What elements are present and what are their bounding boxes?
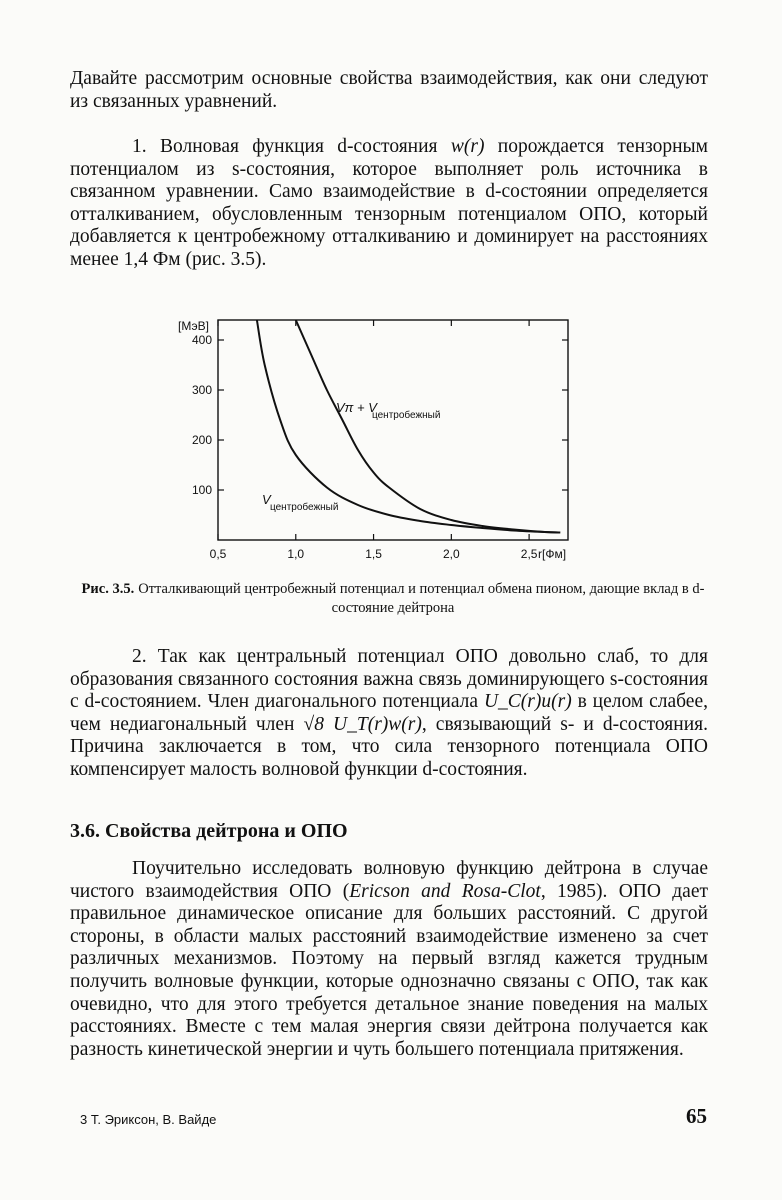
- y-tick-label: 200: [191, 433, 212, 447]
- section-heading: 3.6. Свойства дейтрона и ОПО: [70, 820, 348, 842]
- x-tick-label: 1,0: [287, 547, 305, 561]
- x-axis-label: r[Фм]: [538, 547, 567, 561]
- y-tick-label: 400: [191, 333, 212, 347]
- x-tick-label: 0,5: [209, 547, 227, 561]
- diagonal-term: U_C(r)u(r): [483, 691, 572, 713]
- item2-text-b: в целом слабее, чем недиагональный член: [70, 691, 708, 735]
- citation-year: , 1985).: [540, 880, 608, 902]
- item1-text-a: 1. Волновая функция d-состояния: [132, 136, 451, 157]
- series-line-centrifugal: [257, 320, 560, 533]
- y-tick-label: 100: [191, 483, 212, 497]
- figure-caption: [76, 580, 710, 618]
- x-tick-label: 2,5: [520, 547, 538, 561]
- x-tick-label: 1,5: [365, 547, 382, 561]
- footer-signature: 3 Т. Эриксон, В. Вайде: [80, 1112, 217, 1127]
- item2-text-a: 2. Так как центральный потенциал ОПО довольно слаб, то для образования связанного состояния важна связь доминирующего s-состояния с d-состоянием. Член диагонального потенциала: [70, 646, 708, 713]
- page-number: 65: [686, 1104, 707, 1128]
- para3-paragraph: [70, 858, 708, 1061]
- series-line-pion-plus-centrifugal: [296, 320, 560, 533]
- label-pion-main: Vπ + V: [336, 400, 377, 415]
- para3-text-b: ОПО дает правильное динамическое описание для больших расстояний. С другой стороны, в области малых расстояний взаимодействие изменено за счет различных механизмов. Поэтому на первый взгляд кажется трудным получить волновые функции, которые однозначно связаны с ОПО, так как очевидно, что для этого требуется детальное знание поведения на малых расстояниях. Вместе с тем малая энергия связи дейтрона получается как разность кинетической энергии и чуть большего потенциала притяжения.: [70, 880, 708, 1060]
- label-pion-sub: центробежный: [372, 410, 441, 421]
- figure-chart: [0, 0, 782, 580]
- item2-paragraph: [70, 646, 708, 782]
- para3-text-a: Поучительно исследовать волновую функцию дейтрона в случае чистого взаимодействия ОПО (: [70, 858, 708, 902]
- y-tick-label: 300: [191, 383, 212, 397]
- intro-paragraph: Давайте рассмотрим основные свойства взаимодействия, как они следуют из связанных уравнений.: [70, 68, 708, 112]
- offdiagonal-term: √8 U_T(r)w(r): [303, 713, 422, 735]
- x-tick-label: 2,0: [442, 547, 460, 561]
- item1-text-b: порождается тензорным потенциалом из s-состояния, которое выполняет роль источника в связанном уравнении. Само взаимодействие в d-состоянии определяется отталкиванием, обусловленным тензорным потенциалом ОПО, который добавляется к центробежному отталкиванию и доминирует на расстояниях менее 1,4 Фм (рис. 3.5).: [70, 136, 708, 270]
- wavefunction-w: w(r): [450, 136, 485, 157]
- citation-authors: Ericson and Rosa-Clot: [349, 880, 541, 902]
- caption-text: Отталкивающий центробежный потенциал и потенциал обмена пионом, дающие вклад в d-состояние дейтрона: [138, 581, 705, 616]
- label-centrifugal-main: V: [262, 492, 271, 507]
- item2-text-c: , связывающий s- и d-состояния. Причина заключается в том, что сила тензорного потенциала ОПО компенсирует малость волновой функции d-состояния.: [70, 713, 708, 780]
- caption-label: Рис. 3.5.: [81, 581, 135, 597]
- y-axis-label: [МэВ]: [178, 319, 209, 333]
- label-centrifugal-sub: центробежный: [270, 502, 339, 513]
